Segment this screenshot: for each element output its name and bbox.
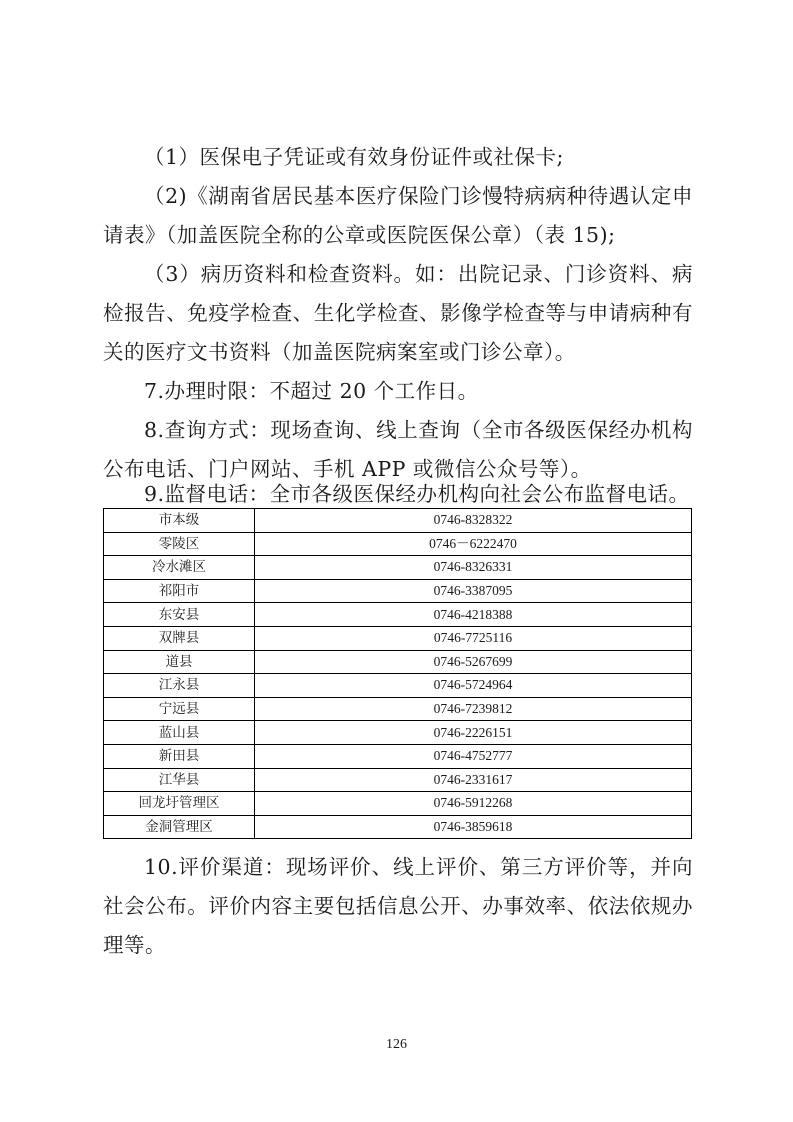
item-1-text: （1）医保电子凭证或有效身份证件或社保卡; [144,145,564,169]
phone-cell: 0746－6222470 [255,532,692,556]
table-row [104,532,692,556]
table-row [104,768,692,792]
region-cell: 江华县 [104,768,255,792]
phone-cell: 0746-8326331 [255,556,692,580]
region-cell: 双牌县 [104,626,255,650]
table-row [104,674,692,698]
region-cell: 东安县 [104,603,255,627]
table-row [104,815,692,839]
page-number: 126 [386,1037,407,1052]
processing-time-text: 7.办理时限：不超过 20 个工作日。 [144,379,479,403]
region-cell: 江永县 [104,674,255,698]
region-cell: 宁远县 [104,697,255,721]
region-cell: 回龙圩管理区 [104,792,255,816]
region-cell: 蓝山县 [104,721,255,745]
supervision-phone-table [103,508,692,839]
region-cell: 冷水滩区 [104,556,255,580]
phone-cell: 0746-5267699 [255,650,692,674]
supervision-phone-text: 9.监督电话：全市各级医保经办机构向社会公布监督电话。 [144,482,690,506]
table-row [104,650,692,674]
table-row [104,556,692,580]
table-row [104,579,692,603]
region-cell: 市本级 [104,509,255,533]
region-cell: 祁阳市 [104,579,255,603]
region-cell: 道县 [104,650,255,674]
region-cell: 金洞管理区 [104,815,255,839]
phone-cell: 0746-7725116 [255,626,692,650]
phone-cell: 0746-5724964 [255,674,692,698]
table-row [104,721,692,745]
phone-cell: 0746-2226151 [255,721,692,745]
phone-cell: 0746-2331617 [255,768,692,792]
table-row [104,792,692,816]
item-2-text: （2)《湖南省居民基本医疗保险门诊慢特病病种待遇认定申请表》（加盖医院全称的公章或医院医保公章）（表 15); [103,184,693,247]
table-row [104,744,692,768]
query-method-text: 8.查询方式：现场查询、线上查询（全市各级医保经办机构公布电话、门户网站、手机 APP 或微信公众号等）。 [103,418,693,481]
evaluation-channel-text: 10.评价渠道：现场评价、线上评价、第三方评价等，并向社会公布。评价内容主要包括信息公开、办事效率、依法依规办理等。 [103,855,693,957]
region-cell: 新田县 [104,744,255,768]
phone-cell: 0746-3859618 [255,815,692,839]
table-row [104,603,692,627]
phone-cell: 0746-3387095 [255,579,692,603]
table-row [104,697,692,721]
phone-cell: 0746-7239812 [255,697,692,721]
table-row [104,509,692,533]
region-cell: 零陵区 [104,532,255,556]
table-row [104,626,692,650]
item-3-text: （3）病历资料和检查资料。如：出院记录、门诊资料、病检报告、免疫学检查、生化学检查、影像学检查等与申请病种有关的医疗文书资料（加盖医院病案室或门诊公章）。 [103,262,693,364]
phone-cell: 0746-8328322 [255,509,692,533]
phone-cell: 0746-4218388 [255,603,692,627]
phone-cell: 0746-4752777 [255,744,692,768]
phone-cell: 0746-5912268 [255,792,692,816]
